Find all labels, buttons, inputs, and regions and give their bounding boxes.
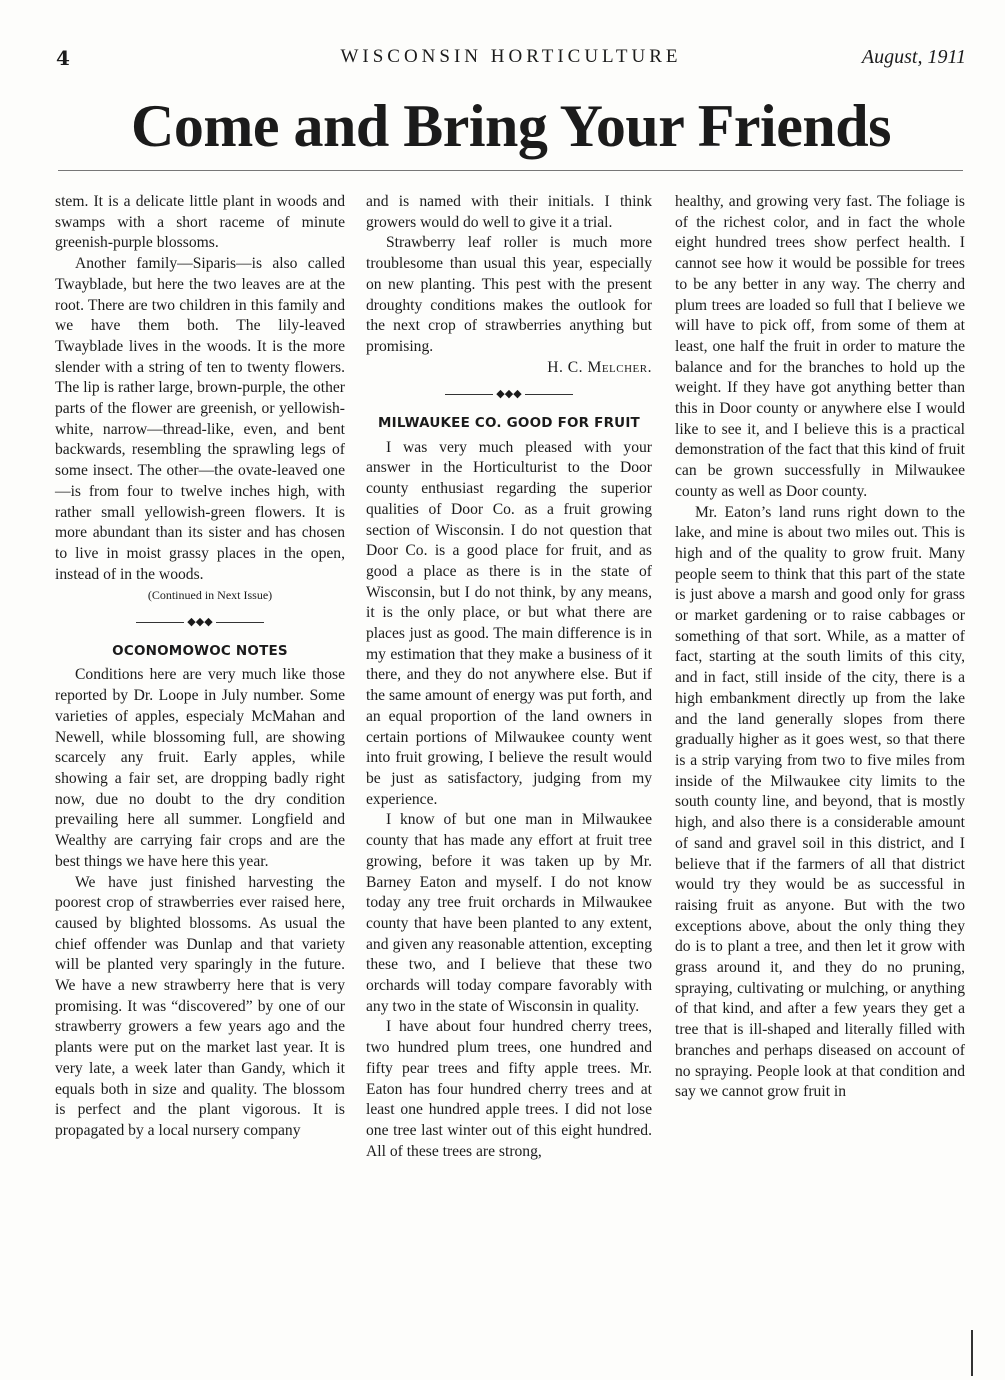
column-2: [366, 192, 652, 1162]
continued-note: (Continued in Next Issue): [147, 588, 273, 603]
headline-rule: [58, 170, 963, 171]
column-1: [55, 192, 345, 1142]
paragraph: Strawberry leaf roller is much more troublesome than usual this year, especially on new planting. This pest with the present droughty conditions makes the outlook for the next crop of strawberries anything but promising.: [366, 234, 652, 355]
issue-date: August, 1911: [861, 46, 966, 68]
running-header: [56, 46, 966, 74]
paragraph: Conditions here are very much like those reported by Dr. Loope in July number. Some varieties of apples, especialy McMahan and Newell, while blossoming full, are showing scarcely any fruit. Early apples, while showing a fair set, are dropping badly right now, due no doubt to the dry condition prevailing here all summer. Longfield and Wealthy are carrying fair crops and are the best things we have here this year.: [55, 666, 345, 870]
journal-title: WISCONSIN HORTICULTURE: [340, 46, 682, 67]
page-headline: Come and Bring Your Friends: [131, 93, 891, 159]
paragraph: Mr. Eaton’s land runs right down to the lake, and mine is about two miles out. This is high and of the quality to grow fruit. Many people seem to think that this part of the state is just above a marsh and good only for grass or market gardening or to raise cabbages or something of that sort. While, as a matter of fact, starting at the south limits of this city, and in fact, still inside of the city, there is a high embankment directly up from the lake and the land generally slopes from there gradually higher as it goes west, so that there is a strip varying from two to five miles from inside of the Milwaukee city limits to the south county line, and beyond, that is mostly high, and also there is a considerable amount of sand and gravel soil in this district, and I believe that if the farmers of all that district would try they would be as successful in raising fruit as anyone. But with the two exceptions above, about the only thing they do is to plant a tree, and then let it grow with grass around it, and they do no pruning, spraying, cultivating or mulching, or anything of that kind, and after a few years they get a tree that is ill-shaped and literally filled with branches and perhaps diseased on account of no spraying. People look at that condition and say we cannot grow fruit in: [675, 503, 965, 1101]
paragraph: I have about four hundred cherry trees, two hundred plum trees, one hundred and fifty pear trees and fifty apple trees. Mr. Eaton has four hundred cherry trees and at least one hundred apple trees. I did not lose one tree last winter out of this eight hundred. All of these trees are strong,: [366, 1018, 652, 1160]
author-signature: H. C. Melcher.: [547, 358, 652, 376]
section-heading: MILWAUKEE CO. GOOD FOR FRUIT: [378, 415, 640, 432]
paragraph: We have just finished harvesting the poorest crop of strawberries ever raised here, caused by blighted blossoms. As usual the chief offender was Dunlap and that variety will be planted very sparingly in the future. We have a new strawberry here that is very promising. It was “discovered” by one of our strawberry growers a few years ago and the plants were put on the market last year. It is very late, a week later than Gandy, which it equals both in size and quality. The blossom is perfect and the plant vigorous. It is propagated by a local nursery company: [55, 873, 345, 1139]
section-ornament: ◆◆◆: [366, 384, 652, 405]
paragraph: stem. It is a delicate little plant in woods and swamps with a short raceme of minute greenish-purple blossoms.: [55, 193, 345, 252]
section-heading: OCONOMOWOC NOTES: [112, 642, 288, 659]
paragraph: healthy, and growing very fast. The foliage is of the richest color, and in fact the whole eight hundred trees show perfect health. I cannot see how it would be possible for trees to be any better in any way. The cherry and plum trees are loaded so full that I believe we will have to pick off, from some of them at least, one half the fruit in order to mature the balance and for the branches to hold up the weight. If they have got anything better than this in Door county or anywhere else I would like to see it, and I believe this is a practical demonstration of the fact that this kind of fruit can be grown successfully in Milwaukee county as well as Door county.: [675, 193, 965, 500]
paragraph: I was very much pleased with your answer in the Horticulturist to the Door county enthusiast regarding the superior qualities of Door Co. as a fruit growing section of Wisconsin. I do not question that Door Co. is a good place for fruit, and as good a place as there is in the state of Wisconsin, but I do not think, by any means, it is the only place, or but what there are places just as good. The main difference is in my estimation that they make a business of it there, and they do not anywhere else. But if the same amount of energy was put forth, and an equal proportion of the land owners in certain portions of Milwaukee county went into fruit growing, I believe the result would be just as satisfactory, judging from my experience.: [366, 438, 652, 808]
section-ornament: ◆◆◆: [55, 612, 345, 633]
column-3: [675, 192, 965, 1103]
page-number: 4: [56, 46, 70, 70]
paragraph: Another family—Siparis—is also called Twayblade, but here the two leaves are at the root. There are two children in this family and we have them both. The lily-leaved Twayblade lives in the woods. It is the more slender with a string of ten to twenty flowers. The lip is rather large, brown-purple, the other parts of the flower are greenish, or yellowish-white, narrow—thread-like, even, and bent backwards, resembling the sprawling legs of some insect. The other—the ovate-leaved one—is from four to twelve inches high, with rather small yellowish-green flowers. It is more abundant than its sister and has chosen to live in moist grassy places in the open, instead of in the woods.: [55, 255, 345, 583]
paragraph: I know of but one man in Milwaukee county that has made any effort at fruit tree growing, before it was taken up by Mr. Barney Eaton and myself. I do not know today any tree fruit orchards in Milwaukee county that have been planted to any extent, and given any reasonable attention, excepting these two, and I believe that these two orchards will today compare favorably with any two in the state of Wisconsin in quality.: [366, 811, 652, 1015]
page-edge-mark: [971, 1330, 973, 1376]
paragraph: and is named with their initials. I think growers would do well to give it a trial.: [366, 193, 652, 231]
